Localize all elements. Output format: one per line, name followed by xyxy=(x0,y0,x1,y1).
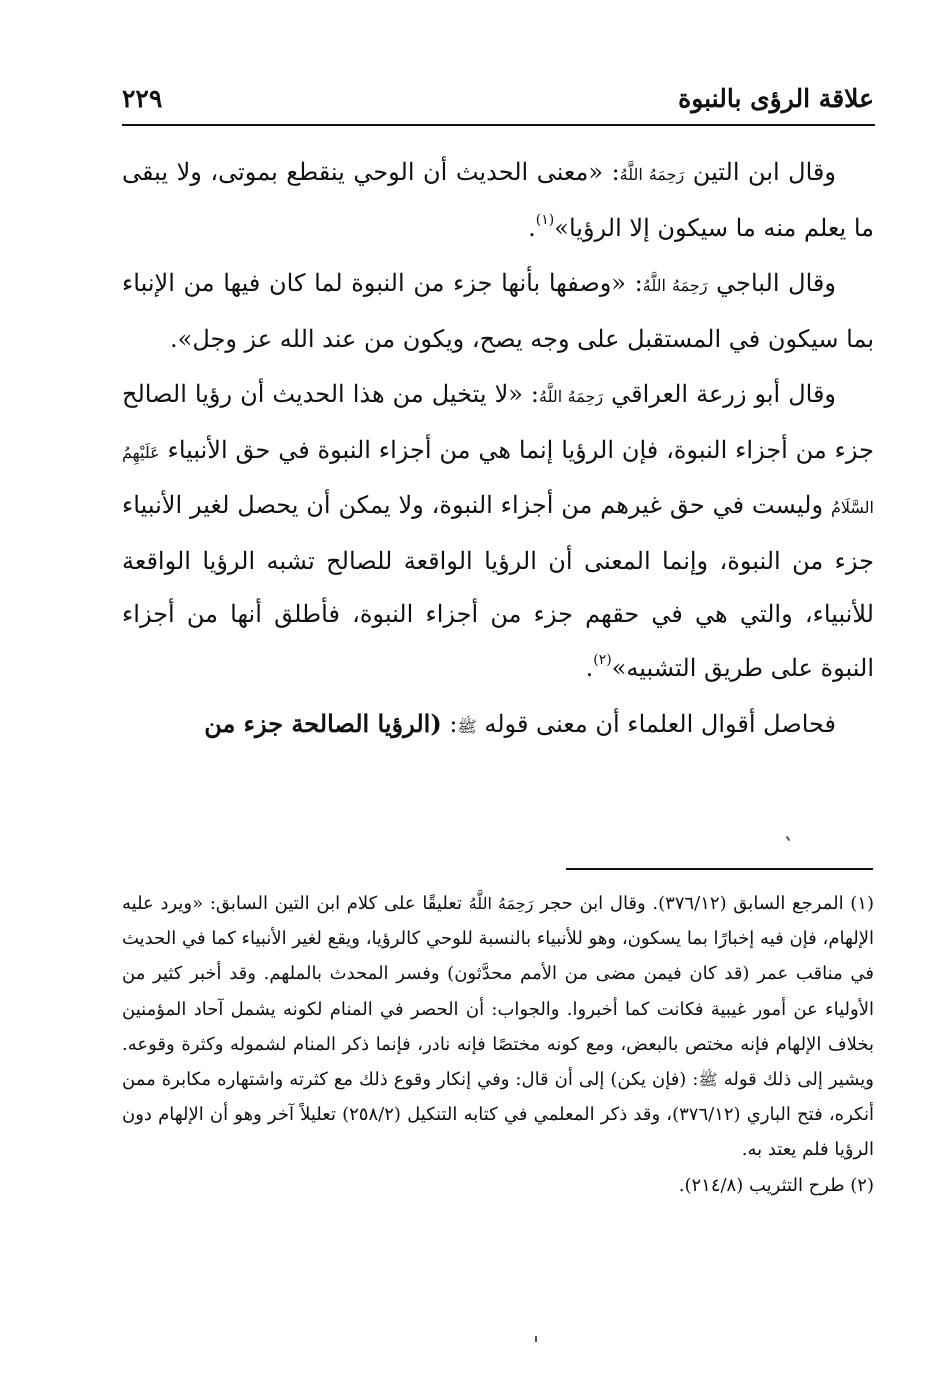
footnotes xyxy=(122,886,874,1203)
honorific-rahimahullah: رَحِمَهُ اللَّهُ xyxy=(619,165,685,184)
honorific-salallahu-alayhi: ﷺ xyxy=(698,1070,718,1090)
page-number: ٢٢٩ xyxy=(122,84,163,113)
honorific-salallahu-alayhi: ﷺ xyxy=(457,717,477,736)
separator: : xyxy=(441,710,458,738)
footnote-2: (٢) طرح التثريب (٢١٤/٨). xyxy=(678,1174,874,1196)
footnote-1 xyxy=(122,886,874,1168)
paragraph-abu-zurah xyxy=(122,368,874,695)
quote-text: : «لا يتخيل من هذا الحديث أن رؤيا الصالح جزء من أجزاء النبوة، فإن الرؤيا إنما هي من أجزاء النبوة في حق الأنبياء xyxy=(122,380,874,464)
footnote-ref-1: (١) xyxy=(535,211,555,228)
paragraph-lead: وقال ابن التين xyxy=(684,158,836,186)
honorific-alayhim-assalam: عَلَيْهِمُ السَّلَامُ xyxy=(122,442,874,517)
running-title: علاقة الرؤى بالنبوة xyxy=(678,84,874,113)
honorific-rahimahullah: رَحِمَهُ اللَّهُ xyxy=(539,387,604,406)
honorific-rahimahullah: رَحِمَهُ اللَّهُ xyxy=(468,894,534,913)
header-rule xyxy=(122,124,875,126)
footnote-1-quote: تعليقًا على كلام ابن التين السابق: «ويرد عليه الإلهام، فإن فيه إخبارًا بما يسكون، وهو للأنبياء بالنسبة للوحي كالرؤيا، ويقع لغير الأنبياء كما في الحديث في مناقب عمر (قد كان فيمن مضى من الأمم محدَّثون) وفسر المحدث بالملهم. وقد أخبر كثير من الأولياء عن أمور غيبية فكانت كما أخبروا. والجواب: أن الحصر في المنام لكونه يشمل آحاد المؤمنين بخلاف الإلهام فإنه مختص بالبعض، ومع كونه مختصًا فإنه نادر، فإنما ذكر المنام لشموله وكثرة وقوعه. ويشير إلى ذلك قوله xyxy=(122,893,874,1091)
quote-text: : «معنى الحديث أن الوحي ينقطع بموتى، ولا يبقى ما يعلم منه ما سيكون إلا الرؤيا» xyxy=(122,158,874,242)
main-text xyxy=(122,146,874,754)
scan-speck xyxy=(535,1336,537,1342)
footnote-1-text: (١) المرجع السابق (٣٧٦/١٢). وقال ابن حجر xyxy=(533,893,874,914)
period: . xyxy=(528,213,536,242)
paragraph-ibn-al-tin xyxy=(122,146,874,255)
footnote-1-continued: : (فإن يكن) إلى أن قال: وفي إنكار وقوع ذلك مع كثرته واشتهاره مكابرة ممن أنكره، فتح الباري (٣٧٦/١٢)، وقد ذكر المعلمي في كتابه التنكيل (٢٥٨/٢) تعليلاً آخر وهو أن الإلهام دون الرؤيا فلم يعتد به. xyxy=(122,1069,874,1161)
footnote-rule xyxy=(566,868,873,870)
honorific-rahimahullah: رَحِمَهُ اللَّهُ xyxy=(642,276,708,295)
paragraph-summary xyxy=(122,697,874,754)
scan-speck xyxy=(786,836,791,841)
hadith-quote-bold: (الرؤيا الصالحة جزء من xyxy=(204,709,442,738)
paragraph-lead: وقال أبو زرعة العراقي xyxy=(603,380,837,408)
quote-text-continued: وليست في حق غيرهم من أجزاء النبوة، ولا يمكن أن يحصل لغير الأنبياء جزء من النبوة، وإنما المعنى أن الرؤيا الواقعة للصالح تشبه الرؤيا الواقعة للأنبياء، والتي هي في حقهم جزء من أجزاء النبوة، فأطلق أنها من أجزاء النبوة على طريق التشبيه» xyxy=(122,491,874,682)
running-head xyxy=(122,84,874,120)
period: . xyxy=(585,653,594,682)
footnote-ref-2: (٢) xyxy=(593,651,612,668)
quote-text: : «وصفها بأنها جزء من النبوة لما كان فيها من الإنباء بما سيكون في المستقبل على وجه يصح، ويكون من عند الله عز وجل». xyxy=(122,269,874,353)
paragraph-al-baji xyxy=(122,257,874,366)
paragraph-lead: فحاصل أقوال العلماء أن معنى قوله xyxy=(476,710,836,738)
paragraph-lead: وقال الباجي xyxy=(707,269,836,297)
